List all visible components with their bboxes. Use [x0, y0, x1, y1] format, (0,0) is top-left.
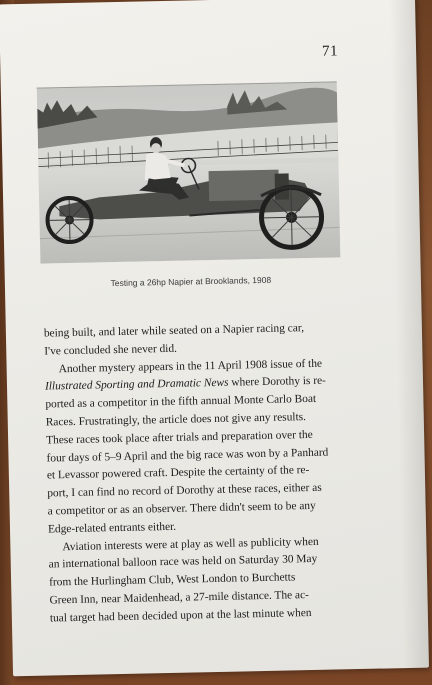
text-line: four days of 5–9 April and the big race was won by a Panhard — [46, 446, 329, 465]
text-line: port, I can find no record of Dorothy at these races, either as — [47, 481, 322, 500]
page-gutter-shadow — [389, 0, 429, 668]
text-line: from the Hurlingham Club, West London to Burchetts — [49, 571, 296, 589]
text-line: Races. Frustratingly, the article does not give any results. — [45, 411, 307, 429]
body-text — [44, 319, 350, 628]
car-photograph-illustration — [37, 82, 341, 263]
text-line: an international balloon race was held on Saturday 30 May — [48, 553, 318, 571]
text-fragment: where Dorothy is re- — [228, 375, 327, 390]
page-number: 71 — [321, 43, 339, 60]
text-line: Another mystery appears in the 11 April 1908 issue of the — [58, 357, 323, 375]
text-line: et Levassor powered craft. Despite the certainty of the re- — [46, 464, 310, 482]
text-line: being built, and later while seated on a Napier racing car, — [43, 322, 305, 340]
text-line: tual target had been decided upon at the last minute when — [49, 606, 312, 625]
publication-title: Illustrated Sporting and Dramatic News — [44, 377, 229, 393]
text-line: These races took place after trials and preparation over the — [46, 428, 313, 447]
text-line: Aviation interests were at play as well as publicity when — [62, 535, 319, 553]
text-line: I've concluded she never did. — [44, 342, 178, 358]
historic-photograph — [37, 81, 341, 263]
text-line: Edge-related entrants either. — [47, 520, 177, 536]
text-line: a competitor or as an observer. There didn't seem to be any — [47, 499, 316, 518]
text-line: Green Inn, near Maidenhead, a 27-mile distance. The ac- — [49, 589, 310, 607]
photo-caption: Testing a 26hp Napier at Brooklands, 1908 — [110, 274, 272, 289]
text-line: ported as a competitor in the fifth annual Monte Carlo Boat — [45, 393, 317, 411]
